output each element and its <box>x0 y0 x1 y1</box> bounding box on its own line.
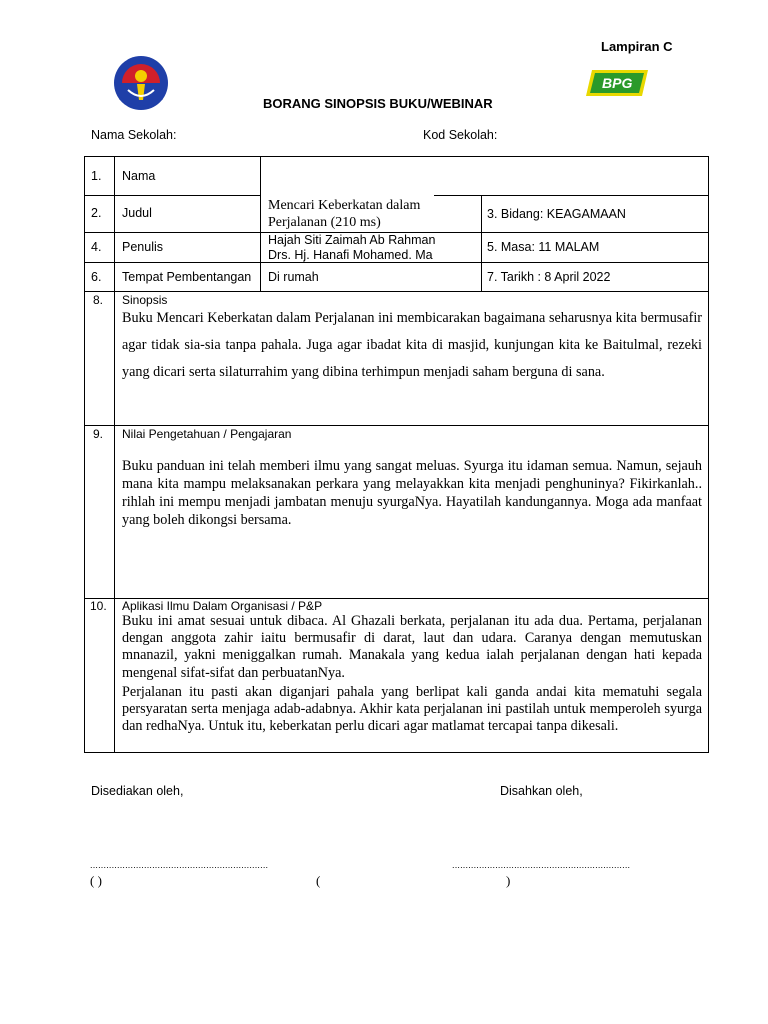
nama-field[interactable] <box>264 160 704 192</box>
name-bracket-right-close: ) <box>506 873 511 888</box>
row-6-label: Tempat Pembentangan <box>122 270 252 284</box>
row-8-number: 8. <box>93 293 104 307</box>
tempat-value: Di rumah <box>268 270 319 284</box>
row-1-number: 1. <box>91 169 102 183</box>
name-bracket-left: ( ) <box>90 873 102 888</box>
masa-value: 5. Masa: 11 MALAM <box>487 240 600 254</box>
row-4-label: Penulis <box>122 240 163 254</box>
nama-sekolah-label: Nama Sekolah: <box>91 128 177 142</box>
sinopsis-text: Buku Mencari Keberkatan dalam Perjalanan ini membicarakan bagaimana seharusnya kita bermusafir agar tidak sia-sia tanpa pahala. Juga agar ibadat kita di masjid, kunjungan kita ke Baitulmal, rezeki yang dicari serta silaturrahim yang dibina terhimpun menjadi saham berguna di sana. <box>122 310 702 380</box>
svg-text:BPG: BPG <box>602 75 633 91</box>
disediakan-label: Disediakan oleh, <box>91 784 184 798</box>
bidang-value: 3. Bidang: KEAGAMAAN <box>487 207 626 221</box>
signature-line-left: .................................................................. <box>90 860 269 870</box>
kpm-logo <box>110 54 172 112</box>
row-10-number: 10. <box>90 599 107 613</box>
aplikasi-label: Aplikasi Ilmu Dalam Organisasi / P&P <box>122 599 323 613</box>
row-4-number: 4. <box>91 240 102 254</box>
row-2-number: 2. <box>91 206 102 220</box>
signature-line-right: .................................................................. <box>452 860 631 870</box>
tarikh-value: 7. Tarikh : 8 April 2022 <box>487 270 611 284</box>
lampiran-label: Lampiran C <box>601 39 673 54</box>
nilai-text: Buku panduan ini telah memberi ilmu yang sangat meluas. Syurga itu idaman semua. Namun, sejauh mana kita mampu melaksanakan perkara yang melayakkan kita menjadi penghuninya? Fikirkanlah.. rihlah ini mempu menjadi jambatan menuju syurgaNya. Hayatilah kandungannya. Moga ada manfaat yang boleh dikongsi bersama. <box>122 458 702 528</box>
aplikasi-text-2: Perjalanan itu pasti akan diganjari pahala yang berlipat kali ganda andai kita mematuhi segala persyaratan serta menjaga adab-adabnya. Akhir kata perjalanan ini pastilah untuk memperoleh syurga dan redhaNya. Untuk itu, keberkatan perlu dicari agar matlamat tercapai tanpa dikesali. <box>122 684 702 735</box>
row-1-label: Nama <box>122 169 156 183</box>
penulis-line-2: Drs. Hj. Hanafi Mohamed. Ma <box>268 248 433 262</box>
row-6-number: 6. <box>91 270 102 284</box>
sinopsis-label: Sinopsis <box>122 293 168 307</box>
aplikasi-text-1: Buku ini amat sesuai untuk dibaca. Al Ghazali berkata, perjalanan itu ada dua. Pertama, perjalanan dengan anggota zahir iaitu bermusafir di darat, laut dan udara. Caranya dengan memutuskan mnanazil, yakni meniggalkan rumah. Manakala yang kedua ialah perjalanan dengan hati kepada mengenal sifat-sifat dan perbuatanNya. <box>122 613 702 681</box>
row-2-label: Judul <box>122 206 152 220</box>
judul-value: Mencari Keberkatan dalam Perjalanan (210 ms) <box>268 198 421 230</box>
nilai-label: Nilai Pengetahuan / Pengajaran <box>122 427 292 441</box>
row-9-number: 9. <box>93 427 104 441</box>
page-title: BORANG SINOPSIS BUKU/WEBINAR <box>263 96 493 111</box>
penulis-line-1: Hajah Siti Zaimah Ab Rahman <box>268 233 436 247</box>
name-bracket-mid-open: ( <box>316 873 321 888</box>
kod-sekolah-label: Kod Sekolah: <box>423 128 498 142</box>
disahkan-label: Disahkan oleh, <box>500 784 583 798</box>
bpg-logo <box>586 66 652 100</box>
